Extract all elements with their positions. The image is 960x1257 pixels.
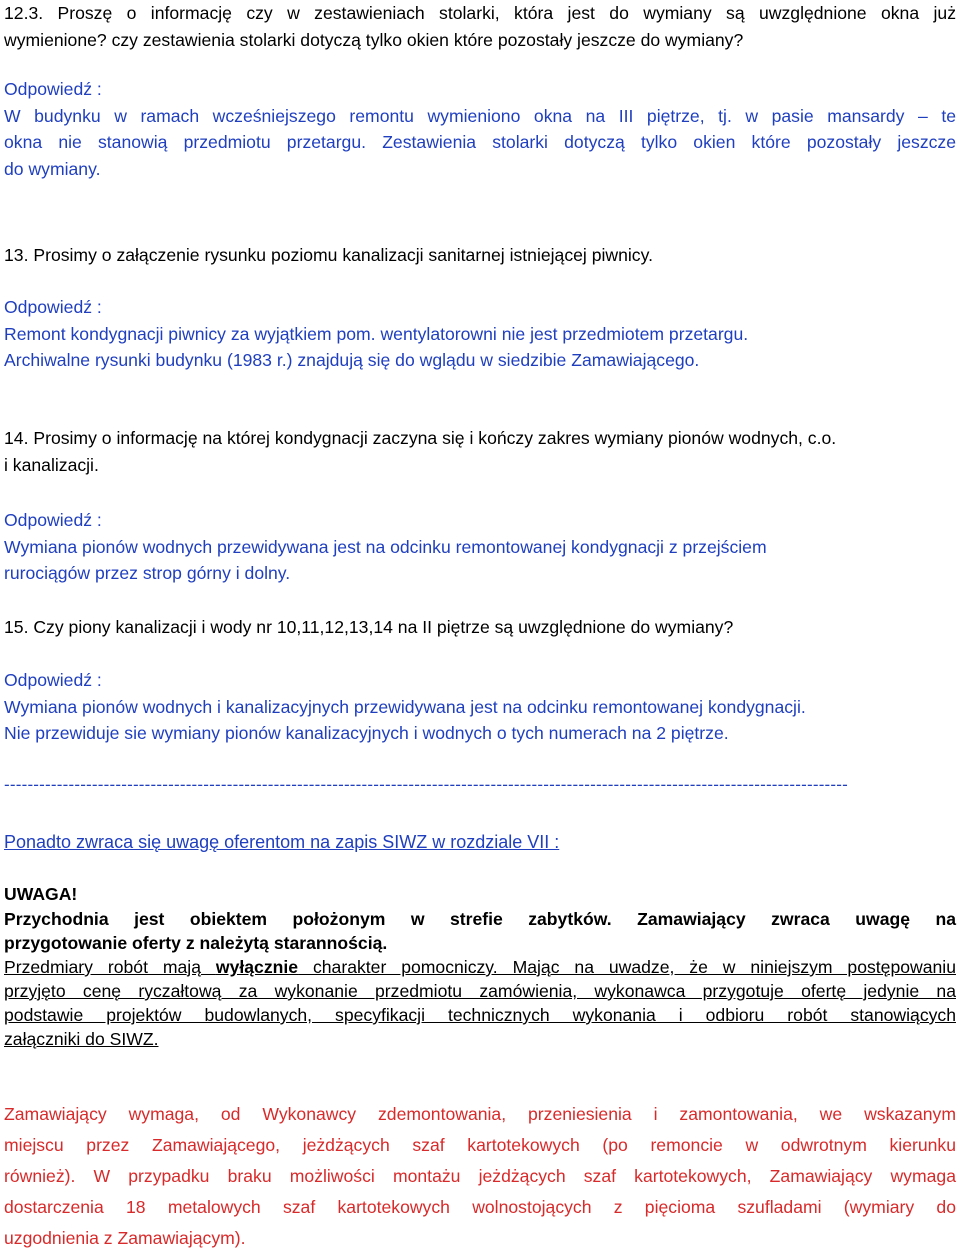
notice-text: dostarczenia 18 metalowych szaf kartotekowych wolnostojących z pięcioma szufladami (wymiary do xyxy=(4,1197,956,1217)
siwz-paragraph-line: podstawie projektów budowlanych, specyfikacji technicznych wykonania i odbioru robót stanowiących xyxy=(4,1005,956,1025)
siwz-notice xyxy=(4,829,956,856)
question-text: i kanalizacji. xyxy=(4,454,99,475)
notice-text: miejscu przez Zamawiającego, jeżdżących szaf kartotekowych (po remoncie w odwrotnym kierunku xyxy=(4,1135,956,1155)
answer-text: do wymiany. xyxy=(4,158,101,179)
question-text: 12.3. Proszę o informację czy w zestawieniach stolarki, która jest do wymiany są uwzględnione okna już xyxy=(4,3,956,23)
answer-text: Remont kondygnacji piwnicy za wyjątkiem pom. wentylatorowni nie jest przedmiotem przetargu. xyxy=(4,323,749,344)
notice-text: również). W przypadku braku możliwości montażu jeżdżących szaf kartotekowych, Zamawiający wymaga xyxy=(4,1166,956,1186)
question-14 xyxy=(4,425,956,478)
answer-14 xyxy=(4,507,956,587)
siwz-text: charakter pomocniczy. Mając na uwadze, że w niniejszym postępowaniu xyxy=(298,957,956,977)
question-text: 14. Prosimy o informację na której kondygnacji zaczyna się i kończy zakres wymiany pionów wodnych, c.o. xyxy=(4,428,837,448)
answer-text: rurociągów przez strop górny i dolny. xyxy=(4,563,291,583)
question-text: 15. Czy piony kanalizacji i wody nr 10,11,12,13,14 na II piętrze są uwzględnione do wymiany? xyxy=(4,617,734,637)
warning-title: UWAGA! xyxy=(4,884,78,904)
siwz-emphasis: wyłącznie xyxy=(215,957,299,977)
siwz-heading: Ponadto zwraca się uwagę oferentom na zapis SIWZ w rozdziale VII : xyxy=(4,832,560,852)
answer-label: Odpowiedź : xyxy=(4,297,102,317)
notice-text: uzgodnienia z Zamawiającym). xyxy=(4,1228,246,1248)
question-12-3 xyxy=(4,0,956,53)
question-13 xyxy=(4,242,956,269)
warning-text: przygotowanie oferty z należytą starannością. xyxy=(4,933,388,953)
siwz-paragraph-line: przyjęto cenę ryczałtową za wykonanie przedmiotu zamówienia, wykonawca przygotuje ofertę jedynie na xyxy=(4,981,956,1001)
warning-block xyxy=(4,882,956,1051)
answer-text: Wymiana pionów wodnych przewidywana jest na odcinku remontowanej kondygnacji z przejściem xyxy=(4,536,767,557)
siwz-paragraph-line xyxy=(4,955,956,979)
answer-13 xyxy=(4,294,956,374)
warning-text: Przychodnia jest obiektem położonym w strefie zabytków. Zamawiający zwraca uwagę na xyxy=(4,909,956,929)
answer-label: Odpowiedź : xyxy=(4,79,102,99)
answer-15 xyxy=(4,667,956,747)
siwz-text: Przedmiary robót mają xyxy=(4,957,216,977)
question-text: wymienione? czy zestawienia stolarki dotyczą tylko okien które pozostały jeszcze do wymiany? xyxy=(4,29,744,50)
answer-text: W budynku w ramach wcześniejszego remontu wymieniono okna na III piętrze, tj. w pasie mansardy – te xyxy=(4,105,956,126)
notice-text: Zamawiający wymaga, od Wykonawcy zdemontowania, przeniesienia i zamontowania, we wskazanym xyxy=(4,1104,956,1124)
dashed-separator: ------------------------------------------------------------------------------------------------------------------------------------------------ xyxy=(4,775,849,794)
siwz-paragraph-line: załączniki do SIWZ. xyxy=(4,1029,159,1049)
answer-text: Archiwalne rysunki budynku (1983 r.) znajdują się do wglądu w siedzibie Zamawiającego. xyxy=(4,350,700,370)
answer-text: okna nie stanowią przedmiotu przetargu. Zestawienia stolarki dotyczą tylko okien które pozostały jeszcze xyxy=(4,132,956,152)
question-text: 13. Prosimy o załączenie rysunku poziomu kanalizacji sanitarnej istniejącej piwnicy. xyxy=(4,245,653,265)
answer-label: Odpowiedź : xyxy=(4,670,102,690)
answer-text: Nie przewiduje sie wymiany pionów kanalizacyjnych i wodnych o tych numerach na 2 piętrze. xyxy=(4,723,729,743)
answer-text: Wymiana pionów wodnych i kanalizacyjnych przewidywana jest na odcinku remontowanej kondygnacji. xyxy=(4,696,806,717)
answer-12-3 xyxy=(4,76,956,182)
red-notice xyxy=(4,1099,956,1254)
answer-label: Odpowiedź : xyxy=(4,510,102,530)
question-15 xyxy=(4,614,956,641)
